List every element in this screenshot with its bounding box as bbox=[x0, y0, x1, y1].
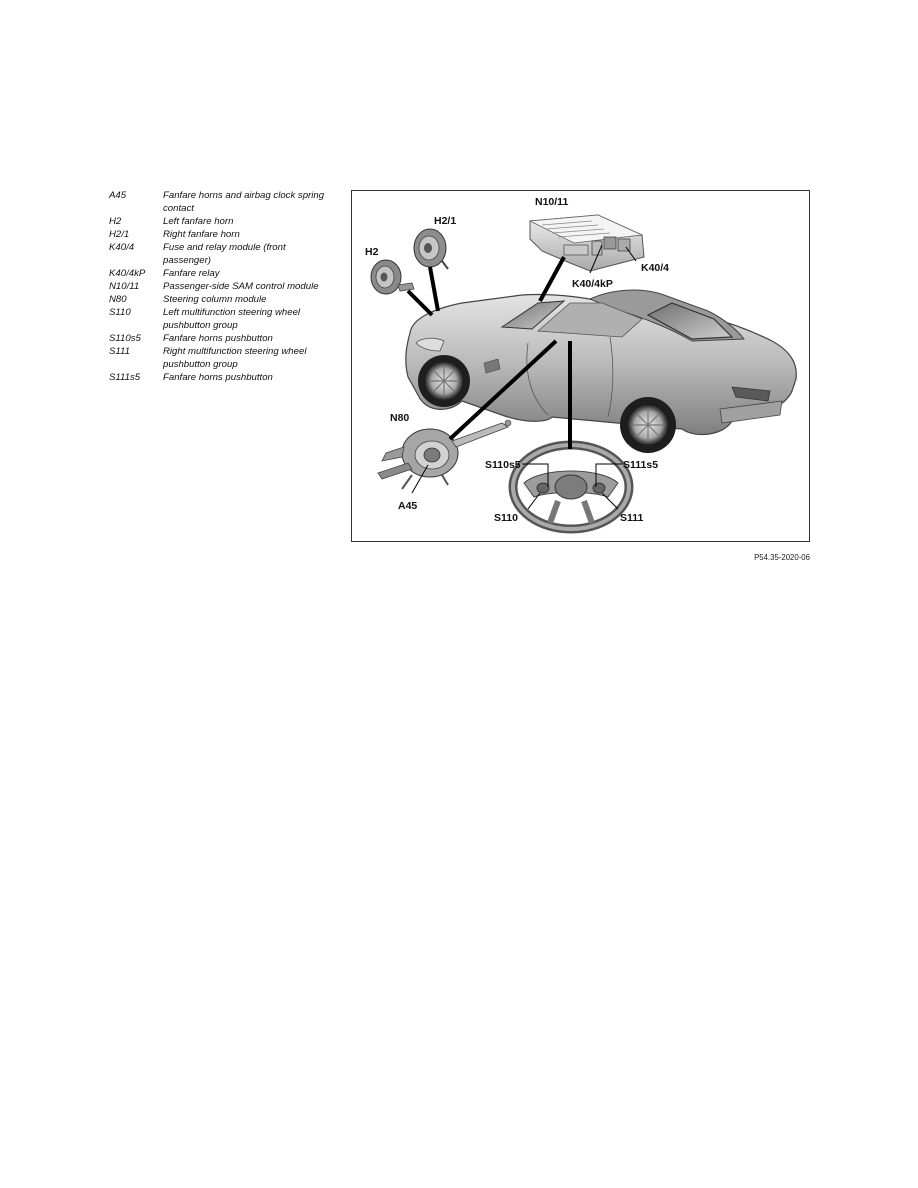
legend-description: Fanfare horns and airbag clock spring contact bbox=[163, 190, 325, 214]
leader-line-s111 bbox=[602, 493, 618, 509]
label-a45: A45 bbox=[398, 500, 418, 512]
legend-row-s110 bbox=[109, 306, 331, 332]
legend-description: Passenger-side SAM control module bbox=[163, 281, 319, 292]
car-body-drawing bbox=[406, 290, 796, 453]
legend-code: N80 bbox=[109, 294, 127, 305]
legend-description: Fuse and relay module (front passenger) bbox=[163, 242, 286, 266]
legend-row-s111s5 bbox=[109, 371, 331, 384]
legend-description: Right multifunction steering wheel pushbutton group bbox=[163, 346, 307, 370]
steering-wheel-drawing bbox=[513, 445, 629, 529]
legend-row-h2-1 bbox=[109, 228, 331, 241]
legend-code: N10/11 bbox=[109, 281, 140, 292]
component-legend bbox=[109, 189, 331, 384]
legend-row-a45 bbox=[109, 189, 331, 215]
label-n10-11: N10/11 bbox=[535, 196, 569, 208]
steering-column-module-drawing bbox=[378, 420, 511, 489]
legend-row-h2 bbox=[109, 215, 331, 228]
legend-row-n10-11 bbox=[109, 280, 331, 293]
legend-row-k40-4kp bbox=[109, 267, 331, 280]
legend-code: H2/1 bbox=[109, 229, 130, 240]
label-s110s5: S110s5 bbox=[485, 459, 521, 471]
legend-code: K40/4 bbox=[109, 242, 135, 253]
horn-system-illustration bbox=[351, 190, 810, 542]
leader-line-h2 bbox=[408, 291, 432, 315]
legend-code: S111 bbox=[109, 346, 130, 357]
fuse-relay-module-drawing bbox=[530, 215, 644, 271]
label-k40-4: K40/4 bbox=[641, 262, 670, 274]
leader-line-h2-1 bbox=[430, 267, 438, 311]
legend-code: H2 bbox=[109, 216, 122, 227]
label-s111: S111 bbox=[620, 512, 644, 524]
legend-description: Fanfare horns pushbutton bbox=[163, 372, 273, 383]
figure-caption: P54.35-2020-06 bbox=[754, 553, 810, 562]
legend-description: Fanfare horns pushbutton bbox=[163, 333, 273, 344]
label-h2: H2 bbox=[365, 246, 379, 258]
legend-description: Left multifunction steering wheel pushbutton group bbox=[163, 307, 301, 331]
legend-code: A45 bbox=[109, 190, 127, 201]
legend-description: Fanfare relay bbox=[163, 268, 220, 279]
label-s111s5: S111s5 bbox=[623, 459, 659, 471]
legend-row-s110s5 bbox=[109, 332, 331, 345]
legend-code: S110 bbox=[109, 307, 131, 318]
illustration-canvas bbox=[352, 191, 810, 542]
legend-code: S111s5 bbox=[109, 372, 141, 383]
label-s110: S110 bbox=[494, 512, 518, 524]
label-k40-4kp: K40/4kP bbox=[572, 278, 613, 290]
right-fanfare-horn-drawing bbox=[414, 229, 448, 269]
legend-row-n80 bbox=[109, 293, 331, 306]
legend-description: Steering column module bbox=[163, 294, 267, 305]
label-n80: N80 bbox=[390, 412, 410, 424]
legend-code: S110s5 bbox=[109, 333, 141, 344]
legend-row-s111 bbox=[109, 345, 331, 371]
legend-description: Left fanfare horn bbox=[163, 216, 234, 227]
label-h2-1: H2/1 bbox=[434, 215, 457, 227]
legend-description: Right fanfare horn bbox=[163, 229, 240, 240]
legend-code: K40/4kP bbox=[109, 268, 146, 279]
left-fanfare-horn-drawing bbox=[371, 260, 414, 294]
legend-row-k40-4 bbox=[109, 241, 331, 267]
